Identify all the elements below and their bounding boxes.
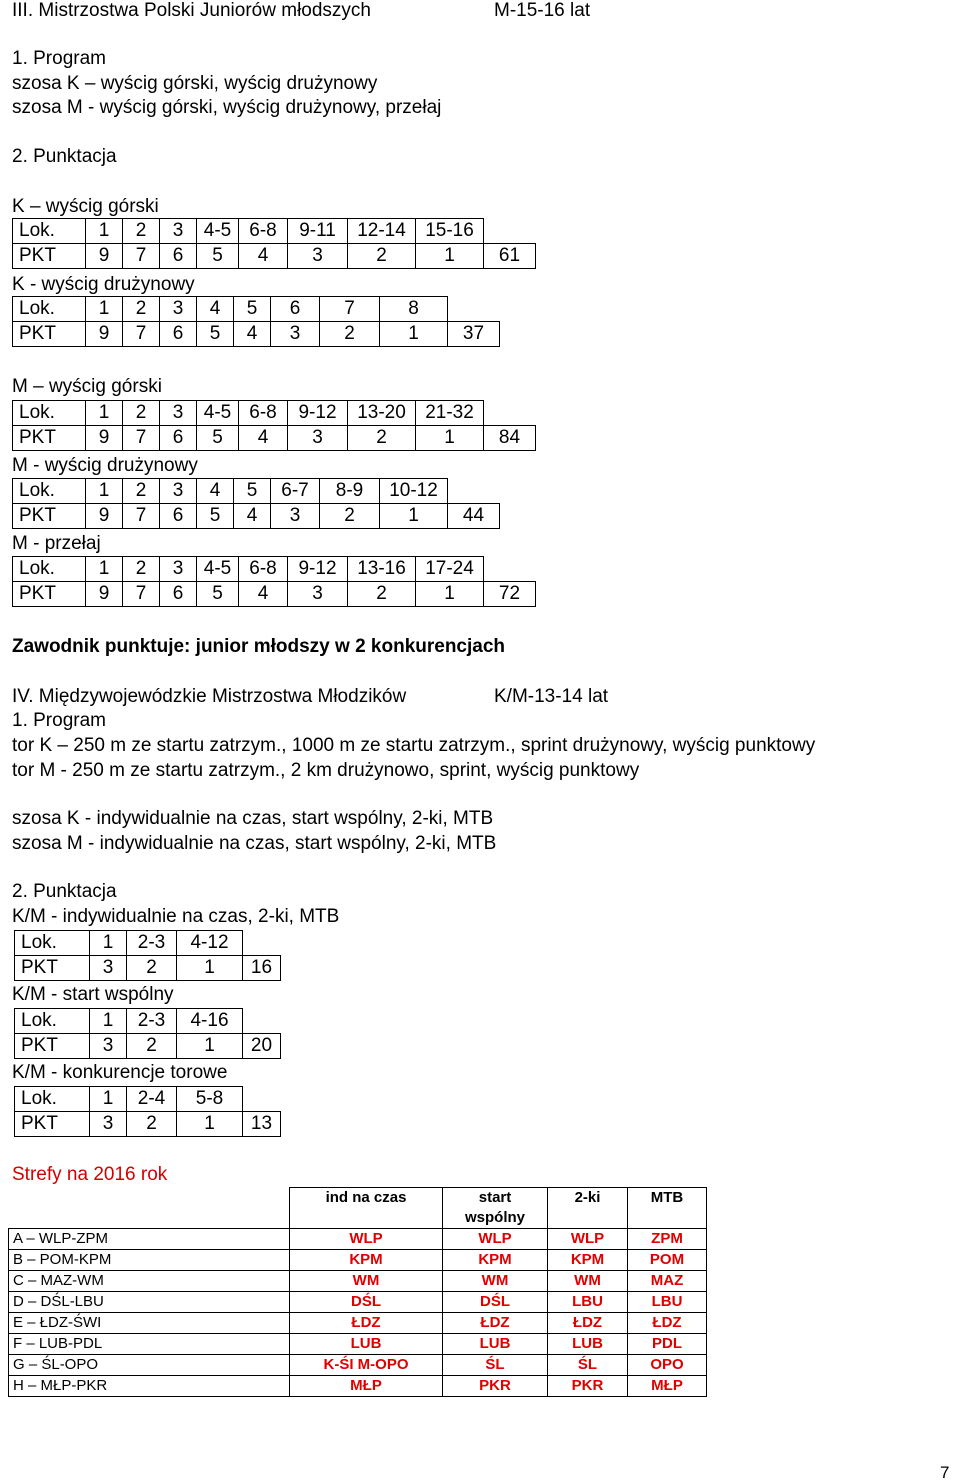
pkt-row — [15, 956, 281, 981]
zone-value: LUB — [290, 1334, 443, 1355]
zone-value: LUB — [443, 1334, 548, 1355]
zones-row — [9, 1292, 707, 1313]
zones-row — [9, 1334, 707, 1355]
zone-value: LBU — [628, 1292, 707, 1313]
zone-label: B – POM-KPM — [9, 1250, 290, 1271]
section4-program-heading: 1. Program — [12, 710, 106, 731]
section3-program-line: szosa K – wyścig górski, wyścig drużynowy — [12, 73, 378, 94]
zone-value: WM — [290, 1271, 443, 1292]
pkt-cell: 2 — [127, 956, 177, 981]
pkt-cell: 2 — [348, 244, 416, 269]
total-cell: 61 — [484, 244, 536, 269]
pkt-cell: 4 — [234, 504, 271, 529]
pkt-cell: 6 — [160, 582, 197, 607]
lok-cell: 3 — [160, 297, 197, 322]
lok-cell: Lok. — [13, 401, 86, 426]
pkt-cell: PKT — [15, 1034, 90, 1059]
score-table-label: K – wyścig górski — [12, 196, 159, 217]
zone-value: WM — [443, 1271, 548, 1292]
pkt-cell: 1 — [416, 582, 484, 607]
zone-value: PDL — [628, 1334, 707, 1355]
total-cell: 13 — [243, 1112, 281, 1137]
lok-row — [13, 557, 536, 582]
zone-value: MAZ — [628, 1271, 707, 1292]
pkt-cell: 1 — [380, 504, 448, 529]
lok-cell: 2-3 — [127, 1009, 177, 1034]
lok-cell: Lok. — [13, 479, 86, 504]
zones-title: Strefy na 2016 rok — [12, 1164, 168, 1185]
lok-row — [13, 297, 500, 322]
pkt-cell: 7 — [123, 322, 160, 347]
lok-cell: 1 — [90, 1087, 127, 1112]
pkt-cell: 1 — [416, 426, 484, 451]
pkt-row — [13, 322, 500, 347]
lok-cell: 1 — [86, 401, 123, 426]
lok-cell: Lok. — [15, 1087, 90, 1112]
total-cell: 37 — [448, 322, 500, 347]
zone-value: ŚL — [443, 1355, 548, 1376]
total-cell: 16 — [243, 956, 281, 981]
pkt-cell: 1 — [416, 244, 484, 269]
lok-cell: 3 — [160, 401, 197, 426]
zones-header: ind na czas — [290, 1188, 443, 1229]
pkt-cell: 7 — [123, 244, 160, 269]
section3-punktacja-heading: 2. Punktacja — [12, 146, 117, 167]
pkt-cell: 9 — [86, 244, 123, 269]
lok-cell: Lok. — [15, 1009, 90, 1034]
lok-cell: 12-14 — [348, 219, 416, 244]
zone-label: H – MŁP-PKR — [9, 1376, 290, 1397]
pkt-cell: 5 — [197, 504, 234, 529]
pkt-cell: PKT — [13, 426, 86, 451]
zones-row — [9, 1229, 707, 1250]
blank-cell — [243, 931, 281, 956]
blank-cell — [243, 1009, 281, 1034]
zones-header: MTB — [628, 1188, 707, 1229]
zone-value: MŁP — [290, 1376, 443, 1397]
lok-cell: 1 — [86, 557, 123, 582]
lok-cell: 15-16 — [416, 219, 484, 244]
lok-cell: 21-32 — [416, 401, 484, 426]
zone-value: ŚL — [548, 1355, 628, 1376]
lok-cell: 1 — [86, 479, 123, 504]
zone-label: D – DŚL-LBU — [9, 1292, 290, 1313]
zone-value: KPM — [443, 1250, 548, 1271]
pkt-cell: 6 — [160, 426, 197, 451]
total-cell: 84 — [484, 426, 536, 451]
pkt-cell: 4 — [239, 582, 288, 607]
lok-cell: 5-8 — [177, 1087, 243, 1112]
lok-cell: 2 — [123, 401, 160, 426]
pkt-row — [13, 582, 536, 607]
total-cell: 72 — [484, 582, 536, 607]
lok-cell: 3 — [160, 479, 197, 504]
blank-cell — [448, 297, 500, 322]
lok-cell: 4-16 — [177, 1009, 243, 1034]
pkt-cell: 5 — [197, 426, 239, 451]
pkt-cell: PKT — [15, 956, 90, 981]
pkt-cell: 5 — [197, 322, 234, 347]
lok-cell: 6-8 — [239, 401, 288, 426]
zone-value: WLP — [548, 1229, 628, 1250]
pkt-cell: 5 — [197, 244, 239, 269]
pkt-cell: 4 — [239, 426, 288, 451]
score-table — [12, 218, 536, 269]
lok-cell: 4-5 — [197, 401, 239, 426]
zones-header: start wspólny — [443, 1188, 548, 1229]
lok-cell: 17-24 — [416, 557, 484, 582]
lok-row — [13, 401, 536, 426]
pkt-cell: 3 — [271, 322, 320, 347]
zone-value: ŁDZ — [548, 1313, 628, 1334]
lok-cell: 2-3 — [127, 931, 177, 956]
pkt-cell: 3 — [90, 956, 127, 981]
pkt-cell: 2 — [127, 1112, 177, 1137]
lok-cell: 1 — [90, 931, 127, 956]
zone-value: WLP — [290, 1229, 443, 1250]
pkt-cell: 3 — [271, 504, 320, 529]
zone-value: OPO — [628, 1355, 707, 1376]
lok-cell: 3 — [160, 219, 197, 244]
score-table-label: K/M - konkurencje torowe — [12, 1062, 228, 1083]
pkt-cell: 4 — [239, 244, 288, 269]
lok-cell: 8 — [380, 297, 448, 322]
score-table-label: M - przełaj — [12, 533, 101, 554]
section3-program-heading: 1. Program — [12, 48, 106, 69]
pkt-cell: 4 — [234, 322, 271, 347]
section3-title: III. Mistrzostwa Polski Juniorów młodszych — [12, 0, 371, 21]
pkt-cell: 7 — [123, 426, 160, 451]
section4-program-line: szosa K - indywidualnie na czas, start wspólny, 2-ki, MTB — [12, 808, 494, 829]
pkt-cell: 9 — [86, 582, 123, 607]
zone-label: G – ŚL-OPO — [9, 1355, 290, 1376]
score-table-label: K/M - indywidualnie na czas, 2-ki, MTB — [12, 906, 340, 927]
total-cell: 44 — [448, 504, 500, 529]
section3-note: Zawodnik punktuje: junior młodszy w 2 konkurencjach — [12, 636, 506, 657]
pkt-cell: 3 — [288, 582, 348, 607]
pkt-cell: 2 — [320, 322, 380, 347]
section4-title: IV. Międzywojewódzkie Mistrzostwa Młodzików — [12, 686, 407, 707]
pkt-cell: 2 — [127, 1034, 177, 1059]
lok-cell: 2 — [123, 297, 160, 322]
lok-cell: 4-12 — [177, 931, 243, 956]
pkt-row — [13, 244, 536, 269]
page-number: 7 — [940, 1463, 950, 1482]
lok-cell: Lok. — [15, 931, 90, 956]
score-table — [12, 478, 500, 529]
lok-cell: 13-20 — [348, 401, 416, 426]
pkt-cell: 9 — [86, 426, 123, 451]
pkt-cell: 6 — [160, 244, 197, 269]
pkt-cell: PKT — [13, 504, 86, 529]
zone-value: KPM — [290, 1250, 443, 1271]
lok-cell: Lok. — [13, 557, 86, 582]
pkt-cell: 7 — [123, 582, 160, 607]
pkt-cell: 1 — [177, 1112, 243, 1137]
lok-row — [15, 931, 281, 956]
zone-value: LBU — [548, 1292, 628, 1313]
lok-cell: 9-12 — [288, 557, 348, 582]
zones-table — [8, 1187, 707, 1397]
lok-row — [13, 479, 500, 504]
pkt-cell: 9 — [86, 322, 123, 347]
pkt-cell: 3 — [90, 1034, 127, 1059]
lok-cell: 2 — [123, 557, 160, 582]
pkt-row — [15, 1034, 281, 1059]
lok-cell: 4-5 — [197, 219, 239, 244]
score-table-label: K - wyścig drużynowy — [12, 274, 195, 295]
section4-program-line: tor K – 250 m ze startu zatrzym., 1000 m ze startu zatrzym., sprint drużynowy, wyścig punktowy — [12, 735, 816, 756]
blank-cell — [484, 219, 536, 244]
lok-cell: 10-12 — [380, 479, 448, 504]
lok-row — [15, 1087, 281, 1112]
lok-row — [15, 1009, 281, 1034]
pkt-cell: 1 — [177, 1034, 243, 1059]
section4-age: K/M-13-14 lat — [494, 686, 609, 707]
zone-value: ŁDZ — [443, 1313, 548, 1334]
lok-row — [13, 219, 536, 244]
score-table-label: M - wyścig drużynowy — [12, 455, 198, 476]
score-table — [12, 556, 536, 607]
zone-value: DŚL — [290, 1292, 443, 1313]
zone-value: ZPM — [628, 1229, 707, 1250]
pkt-cell: 2 — [348, 582, 416, 607]
section4-program-line: szosa M - indywidualnie na czas, start wspólny, 2-ki, MTB — [12, 833, 497, 854]
zone-value: DŚL — [443, 1292, 548, 1313]
lok-cell: Lok. — [13, 297, 86, 322]
zone-value: K-ŚI M-OPO — [290, 1355, 443, 1376]
lok-cell: 8-9 — [320, 479, 380, 504]
pkt-cell: PKT — [15, 1112, 90, 1137]
lok-cell: 1 — [90, 1009, 127, 1034]
lok-cell: 4 — [197, 297, 234, 322]
pkt-row — [13, 504, 500, 529]
score-table — [14, 930, 281, 981]
pkt-cell: 6 — [160, 322, 197, 347]
zones-header: 2-ki — [548, 1188, 628, 1229]
lok-cell: 9-12 — [288, 401, 348, 426]
blank-cell — [484, 557, 536, 582]
blank-cell — [484, 401, 536, 426]
zone-value: KPM — [548, 1250, 628, 1271]
zone-value: PKR — [548, 1376, 628, 1397]
score-table — [14, 1008, 281, 1059]
section4-punktacja-heading: 2. Punktacja — [12, 881, 117, 902]
score-table — [12, 296, 500, 347]
blank-cell — [448, 479, 500, 504]
zone-value: ŁDZ — [628, 1313, 707, 1334]
lok-cell: 4 — [197, 479, 234, 504]
score-table-label: K/M - start wspólny — [12, 984, 174, 1005]
lok-cell: 1 — [86, 219, 123, 244]
zones-row — [9, 1355, 707, 1376]
pkt-cell: 1 — [380, 322, 448, 347]
section3-age: M-15-16 lat — [494, 0, 591, 21]
zone-value: ŁDZ — [290, 1313, 443, 1334]
blank-cell — [243, 1087, 281, 1112]
pkt-cell: PKT — [13, 322, 86, 347]
score-table — [14, 1086, 281, 1137]
pkt-cell: 3 — [288, 426, 348, 451]
lok-cell: 5 — [234, 479, 271, 504]
lok-cell: 2-4 — [127, 1087, 177, 1112]
zone-value: MŁP — [628, 1376, 707, 1397]
pkt-cell: 3 — [288, 244, 348, 269]
pkt-cell: 7 — [123, 504, 160, 529]
zone-label: C – MAZ-WM — [9, 1271, 290, 1292]
zone-value: PKR — [443, 1376, 548, 1397]
zone-value: WM — [548, 1271, 628, 1292]
lok-cell: 6-8 — [239, 219, 288, 244]
lok-cell: 5 — [234, 297, 271, 322]
pkt-cell: 3 — [90, 1112, 127, 1137]
lok-cell: 7 — [320, 297, 380, 322]
lok-cell: 6-7 — [271, 479, 320, 504]
lok-cell: Lok. — [13, 219, 86, 244]
lok-cell: 9-11 — [288, 219, 348, 244]
zones-header-row — [9, 1188, 707, 1229]
pkt-cell: 9 — [86, 504, 123, 529]
lok-cell: 3 — [160, 557, 197, 582]
lok-cell: 1 — [86, 297, 123, 322]
zone-label: E – ŁDZ-ŚWI — [9, 1313, 290, 1334]
zone-label: F – LUB-PDL — [9, 1334, 290, 1355]
zones-row — [9, 1271, 707, 1292]
pkt-cell: PKT — [13, 244, 86, 269]
pkt-row — [15, 1112, 281, 1137]
zone-label: A – WLP-ZPM — [9, 1229, 290, 1250]
zones-row — [9, 1376, 707, 1397]
zone-value: LUB — [548, 1334, 628, 1355]
section3-program-line: szosa M - wyścig górski, wyścig drużynowy, przełaj — [12, 97, 442, 118]
lok-cell: 2 — [123, 219, 160, 244]
score-table — [12, 400, 536, 451]
pkt-cell: 5 — [197, 582, 239, 607]
score-table-label: M – wyścig górski — [12, 376, 162, 397]
lok-cell: 4-5 — [197, 557, 239, 582]
zone-value: WLP — [443, 1229, 548, 1250]
lok-cell: 2 — [123, 479, 160, 504]
pkt-cell: PKT — [13, 582, 86, 607]
total-cell: 20 — [243, 1034, 281, 1059]
pkt-cell: 2 — [348, 426, 416, 451]
zones-row — [9, 1313, 707, 1334]
pkt-cell: 2 — [320, 504, 380, 529]
pkt-cell: 6 — [160, 504, 197, 529]
pkt-cell: 1 — [177, 956, 243, 981]
zone-value: POM — [628, 1250, 707, 1271]
lok-cell: 13-16 — [348, 557, 416, 582]
lok-cell: 6-8 — [239, 557, 288, 582]
zones-row — [9, 1250, 707, 1271]
section4-program-line: tor M - 250 m ze startu zatrzym., 2 km drużynowo, sprint, wyścig punktowy — [12, 760, 640, 781]
pkt-row — [13, 426, 536, 451]
lok-cell: 6 — [271, 297, 320, 322]
zones-corner — [9, 1188, 290, 1229]
